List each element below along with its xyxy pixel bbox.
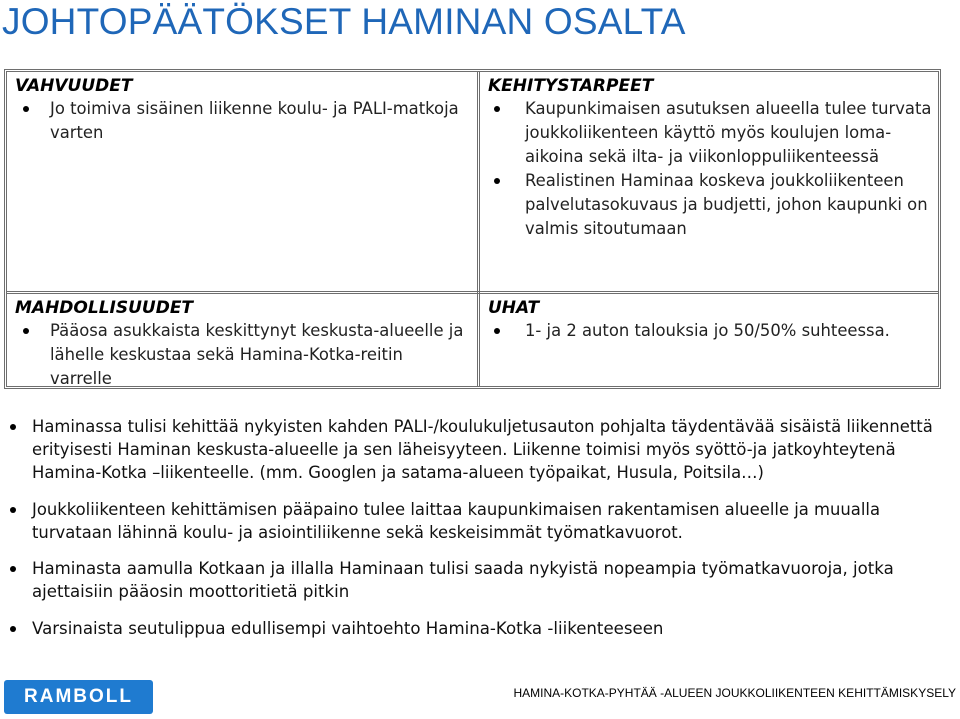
opportunities-heading: MAHDOLLISUUDET: [15, 298, 194, 318]
bullet-icon: [494, 106, 500, 112]
bullet-icon: [494, 328, 500, 334]
conclusion-item: [0, 617, 960, 640]
bullet-icon: [23, 106, 29, 112]
threats-cell: [480, 294, 938, 386]
strengths-cell: [7, 72, 478, 292]
bullet-icon: [10, 507, 16, 513]
weaknesses-item-text: Realistinen Haminaa koskeva joukkoliikenteen palvelutasokuvaus ja budjetti, johon kaupunki on valmis sitoutumaan: [525, 171, 928, 238]
conclusion-text: Varsinaista seutulippua edullisempi vaihtoehto Hamina-Kotka -liikenteeseen: [32, 618, 664, 638]
page-title: JOHTOPÄÄTÖKSET HAMINAN OSALTA: [2, 1, 686, 42]
ramboll-logo: [4, 680, 153, 714]
strengths-heading: VAHVUUDET: [15, 76, 133, 96]
weaknesses-cell: [480, 72, 938, 292]
weaknesses-list: [480, 97, 938, 241]
bullet-icon: [10, 626, 16, 632]
conclusion-item: [0, 415, 960, 485]
threats-list: [480, 319, 938, 343]
opportunities-item-text: Pääosa asukkaista keskittynyt keskusta-alueelle ja lähelle keskustaa sekä Hamina-Kotka-reitin varrelle: [50, 321, 464, 388]
conclusion-text: Haminassa tulisi kehittää nykyisten kahden PALI-/koulukuljetusauton pohjalta täydentävää sisäistä liikennettä erityisesti Haminan keskusta-alueelle ja sen läheisyyteen. Liikenne toimisi myös syöttö-ja jatkoyhteytenä Hamina-Kotka –liikenteelle. (mm. Googlen ja satama-alueen työpaikat, Husula, Poitsila…): [32, 417, 933, 483]
weaknesses-heading: KEHITYSTARPEET: [488, 76, 654, 96]
threats-item: [480, 319, 938, 343]
opportunities-cell: [7, 294, 478, 386]
swot-table: [4, 69, 941, 389]
logo-text: RAMBOLL: [24, 686, 133, 707]
bullet-icon: [494, 178, 500, 184]
threats-heading: UHAT: [488, 298, 540, 318]
footer-caption: HAMINA-KOTKA-PYHTÄÄ -ALUEEN JOUKKOLIIKENTEEN KEHITTÄMISKYSELY: [513, 686, 956, 700]
conclusions-list: [0, 415, 960, 640]
bullet-icon: [23, 328, 29, 334]
bullet-icon: [10, 566, 16, 572]
conclusion-item: [0, 498, 960, 544]
weaknesses-item-text: Kaupunkimaisen asutuksen alueella tulee turvata joukkoliikenteen käyttö myös koulujen loma-aikoina sekä ilta- ja viikonloppuliikenteessä: [525, 99, 932, 166]
weaknesses-item: [480, 97, 938, 169]
weaknesses-item: [480, 169, 938, 241]
strengths-list: [7, 97, 478, 145]
bullet-icon: [10, 424, 16, 430]
strengths-item-text: Jo toimiva sisäinen liikenne koulu- ja PALI-matkoja varten: [50, 99, 459, 142]
threats-item-text: 1- ja 2 auton talouksia jo 50/50% suhteessa.: [525, 321, 890, 340]
conclusion-text: Joukkoliikenteen kehittämisen pääpaino tulee laittaa kaupunkimaisen rakentamisen alueelle ja muualla turvataan lähinnä koulu- ja asiointiliikenne sekä keskeisimmät työmatkavuorot.: [32, 499, 880, 542]
conclusion-text: Haminasta aamulla Kotkaan ja illalla Haminaan tulisi saada nykyistä nopeampia työmatkavuoroja, jotka ajettaisiin pääosin moottoritietä pitkin: [32, 559, 894, 602]
conclusion-item: [0, 557, 960, 604]
strengths-item: [7, 97, 478, 145]
opportunities-item: [7, 319, 478, 391]
opportunities-list: [7, 319, 478, 391]
